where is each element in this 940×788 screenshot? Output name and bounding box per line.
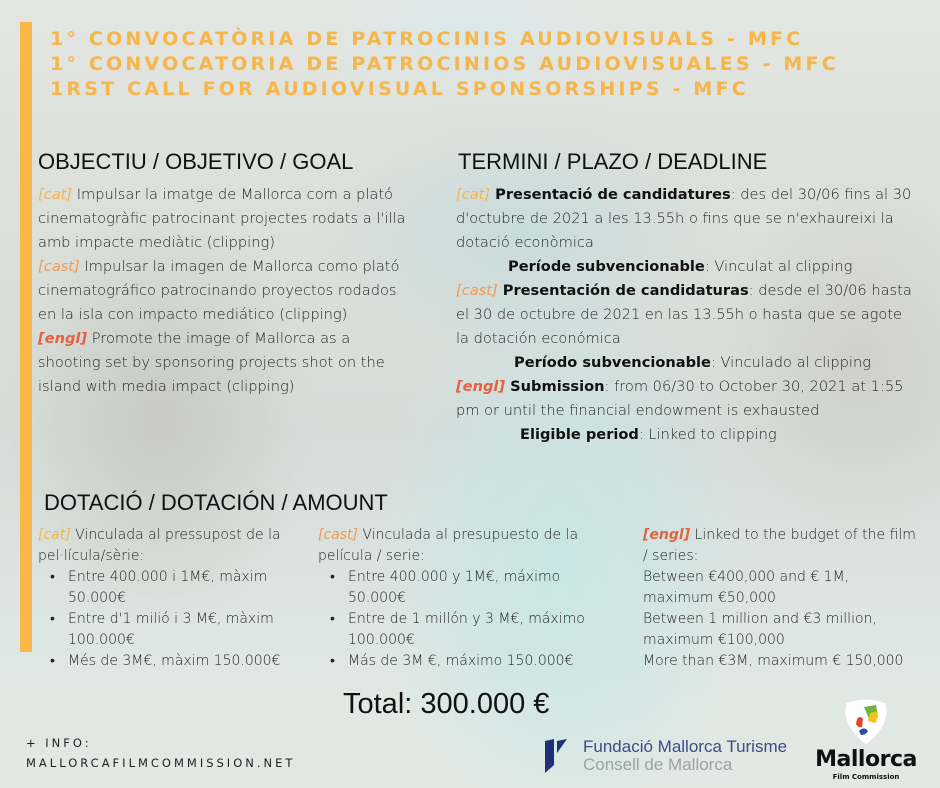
goal-cast-text: Impulsar la imagen de Mallorca como plató cinematográfico patrocinando proyectos rodados en la isla con impacto mediático (clipping) (38, 258, 400, 323)
title-catalan: 1° CONVOCATÒRIA DE PATROCINIS AUDIOVISUALS - MFC (50, 28, 804, 50)
goal-cat-text: Impulsar la imatge de Mallorca com a plató cinematogràfic patrocinant projectes rodats a l'illa amb impacte mediàtic (clipping) (38, 186, 406, 251)
tag-engl: [engl] (643, 527, 691, 543)
tag-cast: [cast] (318, 527, 358, 543)
amount-cat-list (38, 567, 308, 672)
mfc-subtitle: Film Commission (832, 773, 900, 781)
amount-cat-intro: Vinculada al pressupost de la pel·lícula/sèrie: (38, 527, 281, 564)
deadline-cat-text: : des del 30/06 fins al 30 d'octubre de 2021 a les 13.55h o fins que se n'exhaureixi la dotació econòmica (456, 186, 912, 251)
tag-cast: [cast] (38, 258, 80, 275)
list-item: • Més de 3M€, màxim 150.000€ (38, 651, 308, 672)
info-block (26, 733, 295, 773)
period-cast-label: Período subvencionable (514, 354, 711, 371)
tag-engl: [engl] (456, 378, 506, 395)
deadline-engl-text: : from 06/30 to October 30, 2021 at 1:55 pm or until the financial endowment is exhausted (456, 378, 904, 419)
fundacio-mark-icon (545, 739, 575, 773)
list-item: • Entre 400.000 i 1M€, màxim 50.000€ (38, 567, 308, 609)
amount-cat-column (38, 525, 308, 672)
goal-body (38, 183, 408, 399)
mallorca-film-commission-logo (811, 695, 921, 782)
title-spanish: 1° CONVOCATORIA DE PATROCINIOS AUDIOVISUALES - MFC (50, 53, 839, 75)
deadline-cast-label: Presentación de candidaturas (497, 282, 749, 299)
amount-cast-intro: Vinculada al presupuesto de la película / serie: (318, 527, 579, 564)
amount-cast-column (318, 525, 618, 672)
tag-cat: [cat] (38, 186, 73, 203)
website-link[interactable]: MALLORCAFILMCOMMISSION.NET (26, 756, 296, 770)
deadline-body (456, 183, 918, 447)
list-item: • Entre 400.000 y 1M€, máximo 50.000€ (318, 567, 618, 609)
mfc-badge-icon (840, 695, 892, 747)
period-cat-label: Període subvencionable (508, 258, 705, 275)
list-item: • Entre de 1 millón y 3 M€, máximo 100.000€ (318, 609, 618, 651)
period-cast-text: : Vinculado al clipping (710, 354, 871, 371)
tag-cat: [cat] (456, 186, 491, 203)
mfc-name: Mallorca (815, 747, 917, 772)
amount-cast-list (318, 567, 618, 672)
title-english: 1RST CALL FOR AUDIOVISUAL SPONSORSHIPS - MFC (50, 78, 749, 100)
accent-bar (20, 22, 32, 652)
amount-heading: DOTACIÓ / DOTACIÓN / AMOUNT (44, 490, 388, 515)
amount-engl-intro: Linked to the budget of the film / series: (643, 527, 916, 564)
title-block (50, 27, 839, 102)
period-cat-text: : Vinculat al clipping (704, 258, 853, 275)
tag-cat: [cat] (38, 527, 71, 543)
list-item: • Entre d'1 milió i 3 M€, màxim 100.000€ (38, 609, 308, 651)
amount-engl-line: More than €3M, maximum € 150,000 (643, 653, 904, 669)
consell-name: Consell de Mallorca (583, 755, 733, 774)
amount-engl-line: Between 1 million and €3 million, maximum €100,000 (643, 611, 877, 648)
period-engl-label: Eligible period (520, 426, 639, 443)
tag-cast: [cast] (456, 282, 498, 299)
fundacio-name: Fundació Mallorca Turisme (583, 737, 788, 756)
deadline-cat-label: Presentació de candidatures (490, 186, 731, 203)
amount-engl-column (643, 525, 923, 672)
amount-engl-line: Between €400,000 and € 1M, maximum €50,000 (643, 569, 850, 606)
deadline-engl-label: Submission (505, 378, 605, 395)
info-label: + INFO: (26, 736, 92, 750)
deadline-heading: TERMINI / PLAZO / DEADLINE (458, 149, 768, 174)
total-amount: Total: 300.000 € (343, 688, 550, 720)
tag-engl: [engl] (38, 330, 88, 347)
period-engl-text: : Linked to clipping (638, 426, 777, 443)
goal-engl-text: Promote the image of Mallorca as a shooting set by sponsoring projects shot on the island with media impact (clipping) (38, 330, 385, 395)
fundacio-mallorca-turisme-logo (545, 738, 787, 774)
list-item: • Más de 3M €, máximo 150.000€ (318, 651, 618, 672)
goal-heading: OBJECTIU / OBJETIVO / GOAL (38, 149, 354, 174)
deadline-cast-text: : desde el 30/06 hasta el 30 de octubre de 2021 en las 13.55h o hasta que se agote la dotación económica (456, 282, 912, 347)
